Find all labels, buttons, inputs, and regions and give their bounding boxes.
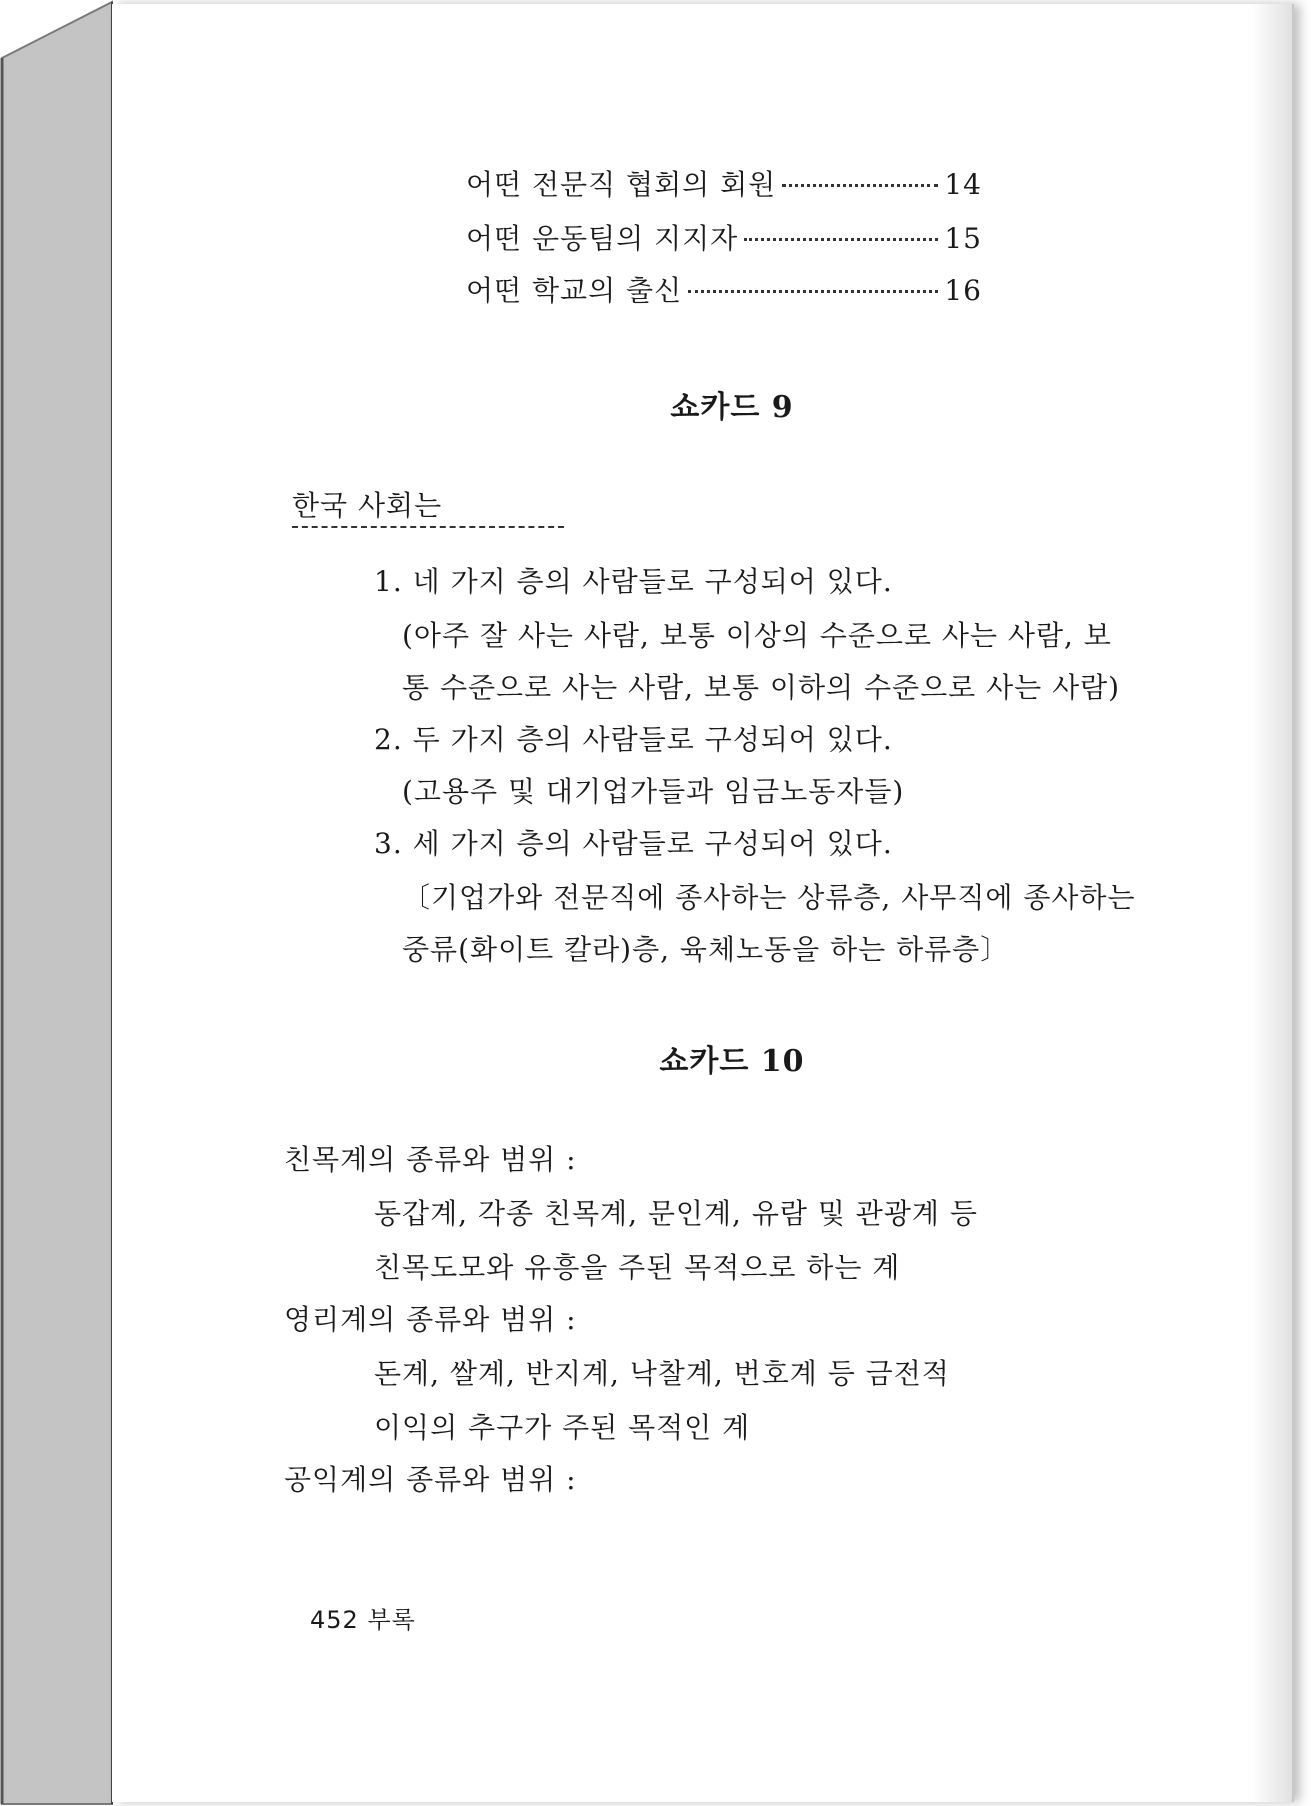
toc-entry xyxy=(466,222,982,256)
card9-line: 1. 네 가지 층의 사람들로 구성되어 있다. xyxy=(374,565,893,598)
card10-heading: 쇼카드 10 xyxy=(659,1044,805,1079)
toc-leader-dots xyxy=(688,290,938,293)
page-footer: 452 부록 xyxy=(310,1606,416,1634)
answer-blank-line xyxy=(292,526,564,528)
toc-entry-page: 15 xyxy=(944,222,982,255)
card9-line: 3. 세 가지 층의 사람들로 구성되어 있다. xyxy=(374,827,893,860)
card9-line: (아주 잘 사는 사람, 보통 이상의 수준으로 사는 사람, 보 xyxy=(402,619,1112,652)
toc-entry-text: 어떤 학교의 출신 xyxy=(466,274,683,307)
card9-prompt: 한국 사회는 xyxy=(292,489,443,522)
card9-line: 통 수준으로 사는 사람, 보통 이하의 수준으로 사는 사람) xyxy=(402,671,1121,704)
toc-leader-dots xyxy=(744,238,938,241)
card10-section-line: 동갑계, 각종 친목계, 문인계, 유람 및 관광계 등 xyxy=(374,1197,978,1230)
toc-leader-dots xyxy=(782,184,938,187)
card10-section-line: 이익의 추구가 주된 목적인 계 xyxy=(374,1411,751,1444)
card10-section-line: 친목도모와 유흥을 주된 목적으로 하는 계 xyxy=(374,1251,901,1284)
page-content xyxy=(112,4,1292,1802)
toc-entry-text: 어떤 전문직 협회의 회원 xyxy=(466,168,777,201)
toc-entry xyxy=(466,168,982,202)
toc-entry-page: 16 xyxy=(944,274,982,307)
card9-heading: 쇼카드 9 xyxy=(670,390,794,425)
card10-section-title: 친목계의 종류와 범위 : xyxy=(284,1143,577,1176)
toc-entry xyxy=(466,274,982,308)
card9-line: 2. 두 가지 층의 사람들로 구성되어 있다. xyxy=(374,723,893,756)
book-page xyxy=(112,4,1294,1802)
card10-section-title: 영리계의 종류와 범위 : xyxy=(284,1303,577,1336)
card10-section-title: 공익계의 종류와 범위 : xyxy=(284,1463,577,1496)
toc-entry-text: 어떤 운동팀의 지지자 xyxy=(466,222,739,255)
card10-section-line: 돈계, 쌀계, 반지계, 낙찰계, 번호계 등 금전적 xyxy=(374,1357,950,1390)
card9-line: 〔기업가와 전문직에 종사하는 상류층, 사무직에 종사하는 xyxy=(402,881,1136,914)
card9-line: 중류(화이트 칼라)층, 육체노동을 하는 하류층〕 xyxy=(402,933,1010,966)
card9-line: (고용주 및 대기업가들과 임금노동자들) xyxy=(402,775,905,808)
toc-entry-page: 14 xyxy=(944,168,982,201)
